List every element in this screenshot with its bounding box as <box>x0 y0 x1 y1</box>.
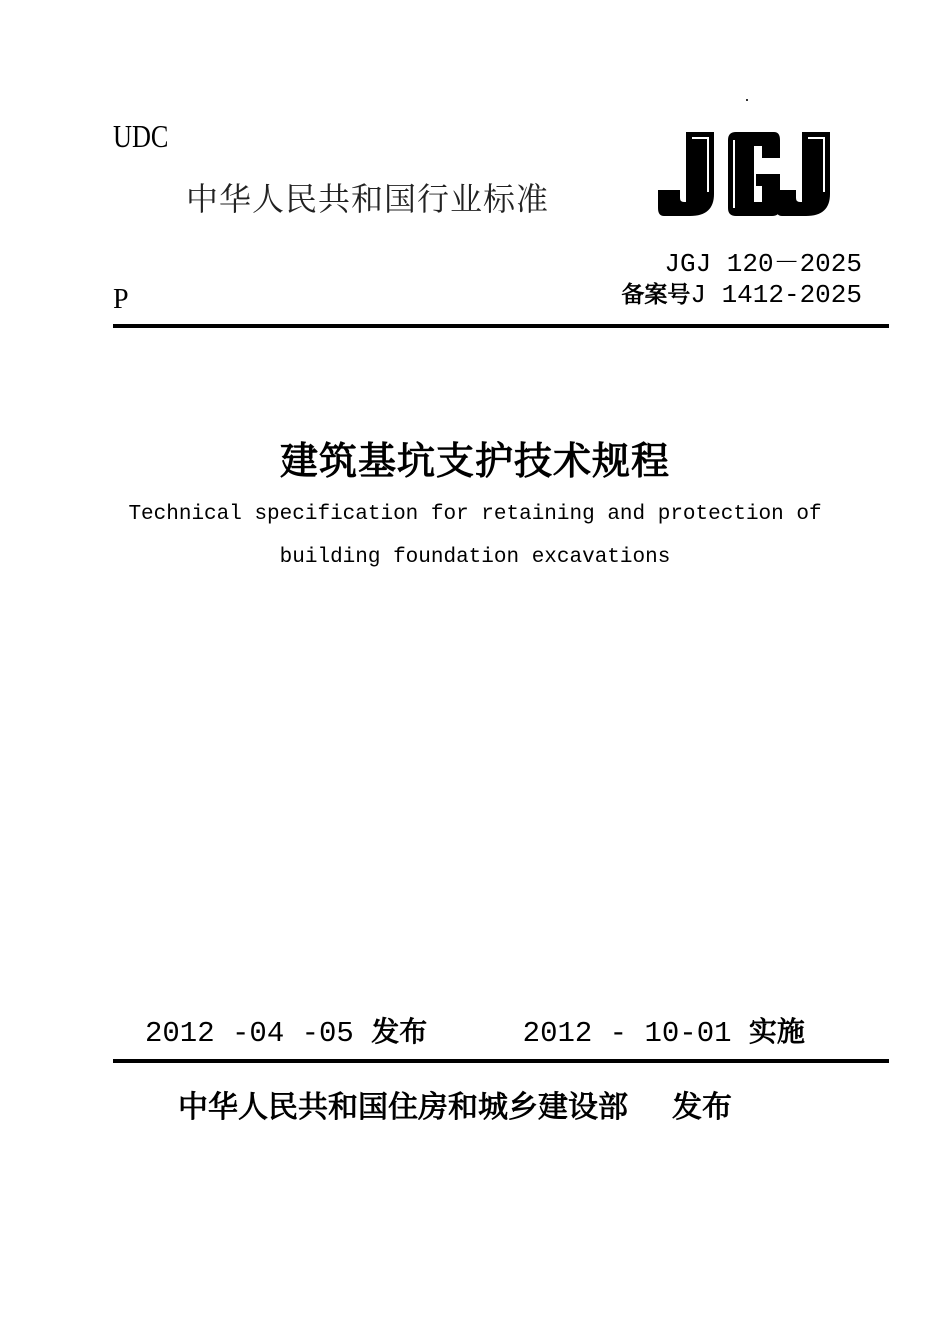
document-title-english-line2: building foundation excavations <box>279 546 671 569</box>
publisher-line <box>178 1082 732 1126</box>
publisher-issue-label: 发布 <box>672 1090 732 1125</box>
document-title-chinese: 建筑基坑支护技术规程 <box>279 439 670 483</box>
udc-label: UDC <box>113 118 169 154</box>
record-number <box>621 276 862 310</box>
publisher-name: 中华人民共和国住房和城乡建设部 <box>178 1090 628 1125</box>
logo-letter-j1 <box>658 132 714 216</box>
jgj-logo-icon <box>656 128 834 220</box>
logo-letter-j2 <box>776 132 830 216</box>
industry-standard-heading: 中华人民共和国行业标准 <box>186 180 550 218</box>
logo-letter-g <box>728 132 780 216</box>
record-number-value: J 1412-2025 <box>690 280 862 310</box>
publish-label: 发布 <box>371 1015 428 1048</box>
print-speck <box>746 99 748 101</box>
implement-label: 实施 <box>748 1015 805 1048</box>
footer-divider <box>113 1059 889 1063</box>
document-title-english-line1: Technical specification for retaining and protection of <box>128 503 822 526</box>
dates-row <box>145 1010 805 1050</box>
classification-code: P <box>113 284 129 315</box>
record-number-label: 备案号 <box>621 282 691 308</box>
implement-date: 2012 - 10-01 <box>522 1017 732 1050</box>
publish-date: 2012 -04 -05 <box>145 1017 354 1050</box>
standard-number: JGJ 120－2025 <box>664 249 862 279</box>
header-divider <box>113 324 889 328</box>
